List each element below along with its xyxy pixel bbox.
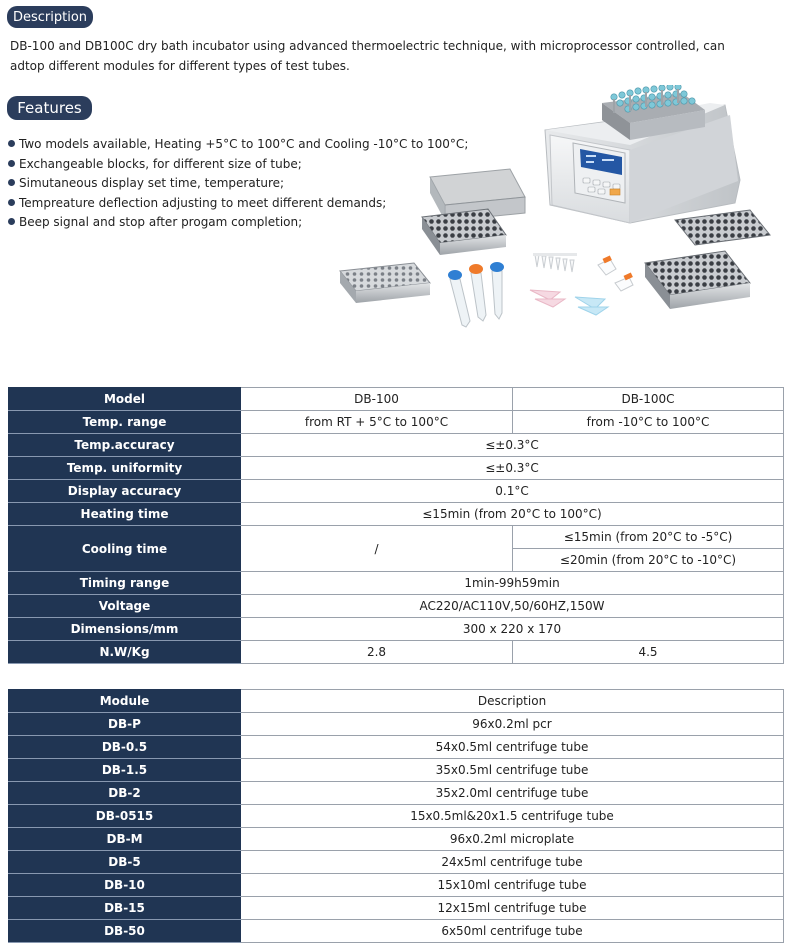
module-name: DB-M (9, 828, 241, 851)
table-cell: ≤±0.3°C (241, 434, 784, 457)
table-row (9, 480, 784, 503)
spec-table (8, 387, 784, 664)
description-header: Description (241, 690, 784, 713)
row-label: Timing range (9, 572, 241, 595)
module-name: DB-2 (9, 782, 241, 805)
table-cell: 2.8 (241, 641, 513, 664)
table-row (9, 805, 784, 828)
row-label: Cooling time (9, 526, 241, 572)
module-description: 96x0.2ml pcr (241, 713, 784, 736)
feature-item: Two models available, Heating +5°C to 100°C and Cooling -10°C to 100°C; (8, 135, 468, 155)
table-cell: ≤±0.3°C (241, 457, 784, 480)
row-label: Temp. range (9, 411, 241, 434)
bullet-icon (8, 199, 15, 206)
bullet-icon (8, 160, 15, 167)
feature-item: Exchangeable blocks, for different size of tube; (8, 155, 468, 175)
module-description: 35x2.0ml centrifuge tube (241, 782, 784, 805)
module-name: DB-10 (9, 874, 241, 897)
table-row (9, 920, 784, 943)
module-name: DB-1.5 (9, 759, 241, 782)
table-row (9, 572, 784, 595)
incubator-device (545, 85, 740, 223)
table-cell: / (241, 526, 513, 572)
table-row (9, 782, 784, 805)
table-row (9, 457, 784, 480)
table-row (9, 690, 784, 713)
table-cell: 0.1°C (241, 480, 784, 503)
bullet-icon (8, 218, 15, 225)
module-name: DB-0515 (9, 805, 241, 828)
large-tubes (448, 262, 504, 327)
row-label: Display accuracy (9, 480, 241, 503)
module-description: 96x0.2ml microplate (241, 828, 784, 851)
module-description: 54x0.5ml centrifuge tube (241, 736, 784, 759)
bullet-icon (8, 140, 15, 147)
table-cell: from -10°C to 100°C (513, 411, 784, 434)
module-name: DB-50 (9, 920, 241, 943)
table-cell: 4.5 (513, 641, 784, 664)
spec-header-db100: DB-100 (241, 388, 513, 411)
row-label: Heating time (9, 503, 241, 526)
row-label: Temp.accuracy (9, 434, 241, 457)
row-label: Dimensions/mm (9, 618, 241, 641)
bullet-icon (8, 179, 15, 186)
table-row (9, 434, 784, 457)
table-cell: AC220/AC110V,50/60HZ,150W (241, 595, 784, 618)
table-row (9, 641, 784, 664)
table-row (9, 713, 784, 736)
table-row (9, 618, 784, 641)
table-row (9, 897, 784, 920)
module-name: DB-0.5 (9, 736, 241, 759)
table-row (9, 736, 784, 759)
micro-tubes (598, 255, 633, 291)
feature-item: Simutaneous display set time, temperature; (8, 174, 468, 194)
table-cell: ≤15min (from 20°C to -5°C) (513, 526, 784, 549)
row-label: Temp. uniformity (9, 457, 241, 480)
table-cell: ≤20min (from 20°C to -10°C) (513, 549, 784, 572)
product-photo (330, 85, 790, 330)
row-label: Voltage (9, 595, 241, 618)
table-row (9, 526, 784, 549)
module-description: 15x10ml centrifuge tube (241, 874, 784, 897)
table-cell: 300 x 220 x 170 (241, 618, 784, 641)
row-label: N.W/Kg (9, 641, 241, 664)
features-heading: Features (7, 96, 92, 120)
feature-item: Tempreature deflection adjusting to meet different demands; (8, 194, 468, 214)
module-name: DB-P (9, 713, 241, 736)
module-name: DB-5 (9, 851, 241, 874)
table-cell: ≤15min (from 20°C to 100°C) (241, 503, 784, 526)
pcr-strip (533, 253, 577, 272)
table-row (9, 411, 784, 434)
table-cell: from RT + 5°C to 100°C (241, 411, 513, 434)
block-large (645, 210, 770, 309)
description-line-1: DB-100 and DB100C dry bath incubator using advanced thermoelectric technique, with microprocessor controlled, can (10, 39, 725, 53)
table-row (9, 759, 784, 782)
spec-header-model: Model (9, 388, 241, 411)
pipette-tips (530, 290, 608, 315)
feature-item: Beep signal and stop after progam completion; (8, 213, 468, 233)
module-name: DB-15 (9, 897, 241, 920)
module-description: 15x0.5ml&20x1.5 centrifuge tube (241, 805, 784, 828)
module-description: 12x15ml centrifuge tube (241, 897, 784, 920)
module-description: 24x5ml centrifuge tube (241, 851, 784, 874)
module-table (8, 689, 784, 943)
description-heading: Description (7, 6, 93, 28)
table-row (9, 388, 784, 411)
table-row (9, 851, 784, 874)
table-cell: 1min-99h59min (241, 572, 784, 595)
module-header: Module (9, 690, 241, 713)
description-line-2: adtop different modules for different types of test tubes. (10, 59, 350, 73)
table-row (9, 874, 784, 897)
block-light (340, 263, 430, 303)
module-description: 6x50ml centrifuge tube (241, 920, 784, 943)
table-row (9, 828, 784, 851)
table-row (9, 503, 784, 526)
table-row (9, 595, 784, 618)
description-text (10, 36, 740, 76)
module-description: 35x0.5ml centrifuge tube (241, 759, 784, 782)
spec-header-db100c: DB-100C (513, 388, 784, 411)
